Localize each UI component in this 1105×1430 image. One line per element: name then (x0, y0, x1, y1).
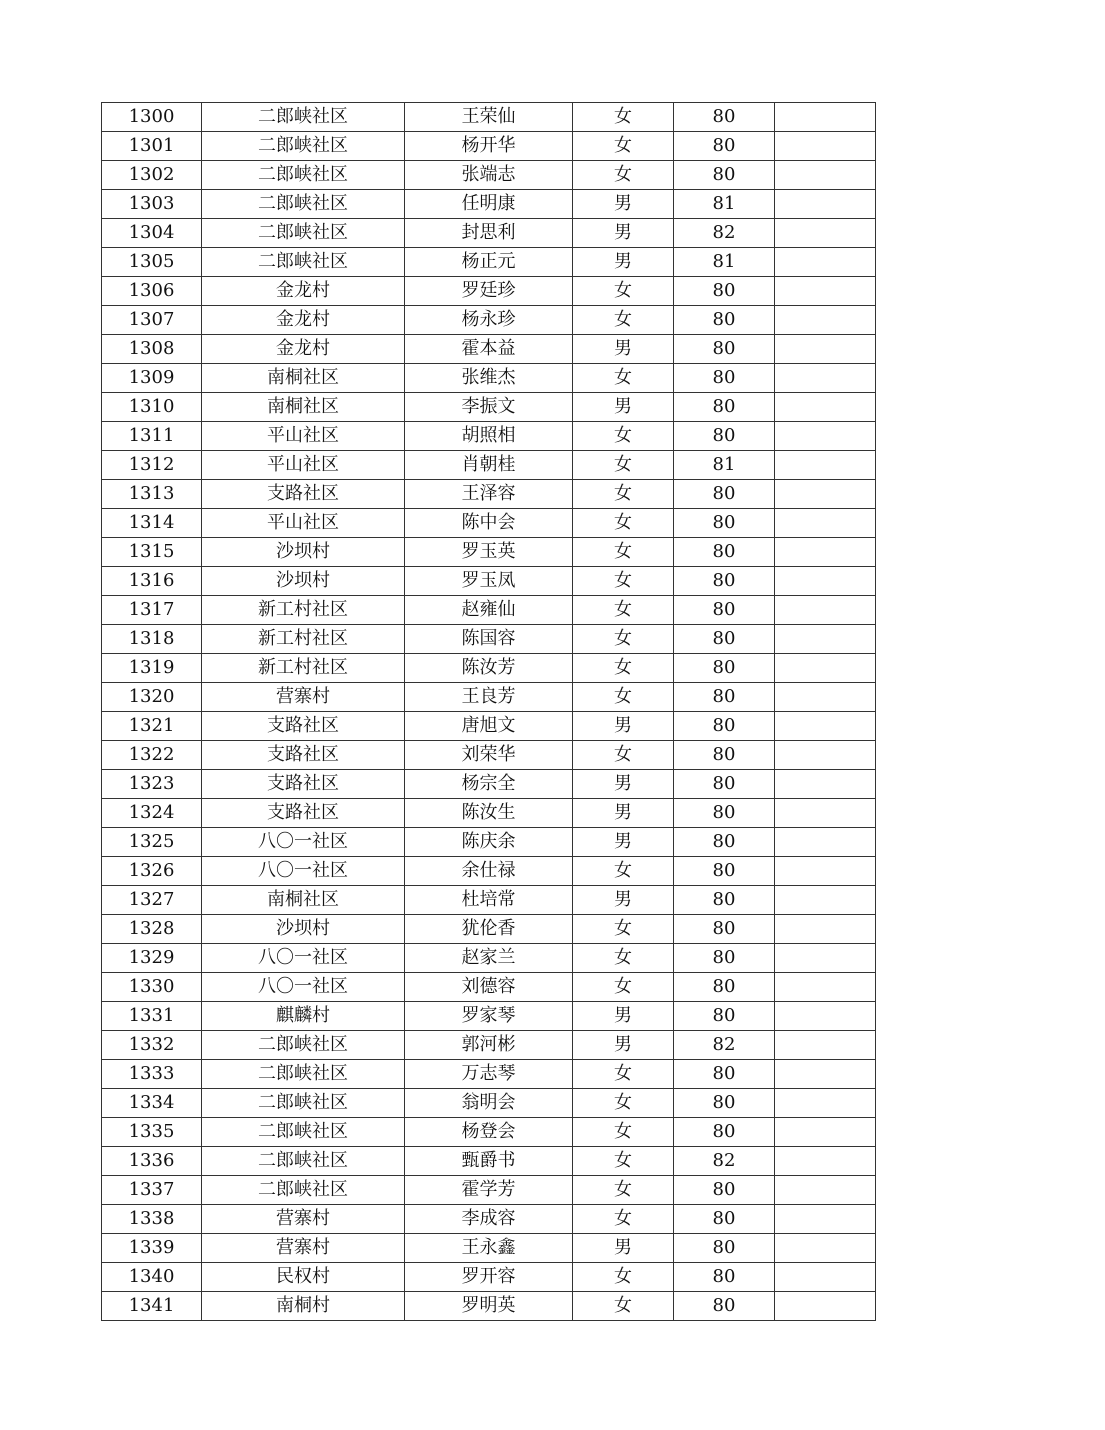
name-cell: 李成容 (405, 1205, 573, 1234)
remark-cell (775, 103, 876, 132)
table-row (102, 567, 876, 596)
gender-cell: 男 (573, 248, 674, 277)
serial-number-cell: 1310 (102, 393, 202, 422)
serial-number-cell: 1340 (102, 1263, 202, 1292)
age-cell: 80 (674, 1002, 775, 1031)
gender-cell: 女 (573, 1118, 674, 1147)
community-cell: 新工村社区 (202, 596, 405, 625)
community-cell: 二郎峡社区 (202, 1147, 405, 1176)
name-cell: 陈国容 (405, 625, 573, 654)
community-cell: 南桐社区 (202, 393, 405, 422)
name-cell: 罗开容 (405, 1263, 573, 1292)
table-row (102, 828, 876, 857)
community-cell: 支路社区 (202, 712, 405, 741)
age-cell: 80 (674, 625, 775, 654)
gender-cell: 女 (573, 451, 674, 480)
gender-cell: 女 (573, 103, 674, 132)
gender-cell: 女 (573, 1176, 674, 1205)
remark-cell (775, 480, 876, 509)
table-row (102, 886, 876, 915)
serial-number-cell: 1313 (102, 480, 202, 509)
age-cell: 80 (674, 393, 775, 422)
age-cell: 80 (674, 480, 775, 509)
gender-cell: 女 (573, 422, 674, 451)
age-cell: 80 (674, 364, 775, 393)
age-cell: 80 (674, 161, 775, 190)
table-row (102, 306, 876, 335)
gender-cell: 女 (573, 596, 674, 625)
name-cell: 张维杰 (405, 364, 573, 393)
remark-cell (775, 799, 876, 828)
name-cell: 陈汝生 (405, 799, 573, 828)
serial-number-cell: 1316 (102, 567, 202, 596)
name-cell: 刘德容 (405, 973, 573, 1002)
serial-number-cell: 1324 (102, 799, 202, 828)
table-row (102, 799, 876, 828)
roster-table-body (102, 103, 876, 1321)
community-cell: 八〇一社区 (202, 828, 405, 857)
age-cell: 80 (674, 683, 775, 712)
serial-number-cell: 1328 (102, 915, 202, 944)
gender-cell: 男 (573, 712, 674, 741)
remark-cell (775, 712, 876, 741)
remark-cell (775, 248, 876, 277)
table-row (102, 509, 876, 538)
gender-cell: 男 (573, 1234, 674, 1263)
community-cell: 沙坝村 (202, 915, 405, 944)
table-row (102, 132, 876, 161)
serial-number-cell: 1305 (102, 248, 202, 277)
community-cell: 八〇一社区 (202, 973, 405, 1002)
gender-cell: 女 (573, 161, 674, 190)
remark-cell (775, 132, 876, 161)
table-row (102, 1205, 876, 1234)
age-cell: 80 (674, 886, 775, 915)
age-cell: 81 (674, 451, 775, 480)
age-cell: 80 (674, 1089, 775, 1118)
community-cell: 营寨村 (202, 1205, 405, 1234)
remark-cell (775, 1002, 876, 1031)
community-cell: 八〇一社区 (202, 857, 405, 886)
table-row (102, 393, 876, 422)
name-cell: 张端志 (405, 161, 573, 190)
gender-cell: 女 (573, 1205, 674, 1234)
age-cell: 80 (674, 1263, 775, 1292)
table-row (102, 654, 876, 683)
age-cell: 80 (674, 1176, 775, 1205)
community-cell: 麒麟村 (202, 1002, 405, 1031)
gender-cell: 女 (573, 1060, 674, 1089)
gender-cell: 女 (573, 306, 674, 335)
remark-cell (775, 915, 876, 944)
name-cell: 杜培常 (405, 886, 573, 915)
table-row (102, 915, 876, 944)
remark-cell (775, 741, 876, 770)
age-cell: 80 (674, 422, 775, 451)
name-cell: 罗家琴 (405, 1002, 573, 1031)
gender-cell: 女 (573, 538, 674, 567)
table-row (102, 1263, 876, 1292)
gender-cell: 女 (573, 625, 674, 654)
serial-number-cell: 1338 (102, 1205, 202, 1234)
remark-cell (775, 973, 876, 1002)
community-cell: 二郎峡社区 (202, 1089, 405, 1118)
age-cell: 81 (674, 190, 775, 219)
serial-number-cell: 1337 (102, 1176, 202, 1205)
community-cell: 南桐村 (202, 1292, 405, 1321)
remark-cell (775, 161, 876, 190)
age-cell: 80 (674, 596, 775, 625)
table-row (102, 1176, 876, 1205)
remark-cell (775, 509, 876, 538)
age-cell: 80 (674, 1234, 775, 1263)
table-row (102, 1292, 876, 1321)
name-cell: 罗玉凤 (405, 567, 573, 596)
serial-number-cell: 1336 (102, 1147, 202, 1176)
serial-number-cell: 1318 (102, 625, 202, 654)
age-cell: 82 (674, 219, 775, 248)
remark-cell (775, 1176, 876, 1205)
community-cell: 支路社区 (202, 770, 405, 799)
age-cell: 81 (674, 248, 775, 277)
remark-cell (775, 596, 876, 625)
community-cell: 沙坝村 (202, 538, 405, 567)
name-cell: 肖朝桂 (405, 451, 573, 480)
age-cell: 80 (674, 1118, 775, 1147)
gender-cell: 女 (573, 1147, 674, 1176)
gender-cell: 女 (573, 509, 674, 538)
name-cell: 罗廷珍 (405, 277, 573, 306)
remark-cell (775, 944, 876, 973)
serial-number-cell: 1333 (102, 1060, 202, 1089)
table-row (102, 1002, 876, 1031)
community-cell: 民权村 (202, 1263, 405, 1292)
remark-cell (775, 306, 876, 335)
gender-cell: 女 (573, 1089, 674, 1118)
age-cell: 80 (674, 1205, 775, 1234)
age-cell: 80 (674, 973, 775, 1002)
community-cell: 新工村社区 (202, 654, 405, 683)
gender-cell: 女 (573, 1292, 674, 1321)
name-cell: 翁明会 (405, 1089, 573, 1118)
remark-cell (775, 1234, 876, 1263)
remark-cell (775, 1263, 876, 1292)
remark-cell (775, 190, 876, 219)
table-row (102, 335, 876, 364)
name-cell: 霍本益 (405, 335, 573, 364)
gender-cell: 男 (573, 1031, 674, 1060)
name-cell: 霍学芳 (405, 1176, 573, 1205)
remark-cell (775, 219, 876, 248)
age-cell: 80 (674, 567, 775, 596)
age-cell: 80 (674, 509, 775, 538)
name-cell: 陈汝芳 (405, 654, 573, 683)
community-cell: 南桐社区 (202, 364, 405, 393)
serial-number-cell: 1322 (102, 741, 202, 770)
table-row (102, 480, 876, 509)
community-cell: 二郎峡社区 (202, 161, 405, 190)
age-cell: 80 (674, 103, 775, 132)
gender-cell: 男 (573, 393, 674, 422)
serial-number-cell: 1311 (102, 422, 202, 451)
community-cell: 二郎峡社区 (202, 248, 405, 277)
age-cell: 80 (674, 944, 775, 973)
age-cell: 80 (674, 915, 775, 944)
table-row (102, 683, 876, 712)
age-cell: 80 (674, 306, 775, 335)
gender-cell: 女 (573, 277, 674, 306)
age-cell: 80 (674, 857, 775, 886)
remark-cell (775, 451, 876, 480)
table-row (102, 1118, 876, 1147)
community-cell: 支路社区 (202, 480, 405, 509)
community-cell: 八〇一社区 (202, 944, 405, 973)
remark-cell (775, 1118, 876, 1147)
community-cell: 平山社区 (202, 509, 405, 538)
age-cell: 80 (674, 1060, 775, 1089)
gender-cell: 女 (573, 915, 674, 944)
community-cell: 金龙村 (202, 277, 405, 306)
gender-cell: 男 (573, 828, 674, 857)
name-cell: 刘荣华 (405, 741, 573, 770)
table-row (102, 973, 876, 1002)
name-cell: 李振文 (405, 393, 573, 422)
gender-cell: 男 (573, 219, 674, 248)
remark-cell (775, 335, 876, 364)
remark-cell (775, 422, 876, 451)
community-cell: 南桐社区 (202, 886, 405, 915)
gender-cell: 女 (573, 480, 674, 509)
table-row (102, 857, 876, 886)
serial-number-cell: 1330 (102, 973, 202, 1002)
serial-number-cell: 1320 (102, 683, 202, 712)
table-row (102, 596, 876, 625)
remark-cell (775, 886, 876, 915)
serial-number-cell: 1306 (102, 277, 202, 306)
serial-number-cell: 1319 (102, 654, 202, 683)
table-row (102, 248, 876, 277)
table-row (102, 451, 876, 480)
gender-cell: 女 (573, 132, 674, 161)
name-cell: 陈庆余 (405, 828, 573, 857)
community-cell: 二郎峡社区 (202, 103, 405, 132)
serial-number-cell: 1326 (102, 857, 202, 886)
roster-table (101, 102, 876, 1321)
name-cell: 任明康 (405, 190, 573, 219)
age-cell: 82 (674, 1031, 775, 1060)
community-cell: 二郎峡社区 (202, 1031, 405, 1060)
serial-number-cell: 1339 (102, 1234, 202, 1263)
gender-cell: 女 (573, 944, 674, 973)
age-cell: 80 (674, 277, 775, 306)
name-cell: 余仕禄 (405, 857, 573, 886)
community-cell: 平山社区 (202, 422, 405, 451)
community-cell: 二郎峡社区 (202, 190, 405, 219)
table-row (102, 1060, 876, 1089)
name-cell: 杨正元 (405, 248, 573, 277)
community-cell: 平山社区 (202, 451, 405, 480)
gender-cell: 女 (573, 364, 674, 393)
gender-cell: 女 (573, 857, 674, 886)
remark-cell (775, 828, 876, 857)
name-cell: 唐旭文 (405, 712, 573, 741)
gender-cell: 女 (573, 683, 674, 712)
serial-number-cell: 1315 (102, 538, 202, 567)
remark-cell (775, 1060, 876, 1089)
name-cell: 杨永珍 (405, 306, 573, 335)
age-cell: 80 (674, 654, 775, 683)
serial-number-cell: 1327 (102, 886, 202, 915)
remark-cell (775, 1292, 876, 1321)
community-cell: 沙坝村 (202, 567, 405, 596)
age-cell: 80 (674, 712, 775, 741)
gender-cell: 女 (573, 973, 674, 1002)
serial-number-cell: 1300 (102, 103, 202, 132)
community-cell: 营寨村 (202, 683, 405, 712)
community-cell: 新工村社区 (202, 625, 405, 654)
table-row (102, 103, 876, 132)
community-cell: 二郎峡社区 (202, 1060, 405, 1089)
gender-cell: 男 (573, 335, 674, 364)
serial-number-cell: 1317 (102, 596, 202, 625)
name-cell: 杨开华 (405, 132, 573, 161)
name-cell: 王泽容 (405, 480, 573, 509)
serial-number-cell: 1335 (102, 1118, 202, 1147)
gender-cell: 男 (573, 1002, 674, 1031)
serial-number-cell: 1302 (102, 161, 202, 190)
name-cell: 封思利 (405, 219, 573, 248)
serial-number-cell: 1308 (102, 335, 202, 364)
serial-number-cell: 1314 (102, 509, 202, 538)
age-cell: 80 (674, 799, 775, 828)
community-cell: 二郎峡社区 (202, 1118, 405, 1147)
remark-cell (775, 1031, 876, 1060)
table-row (102, 538, 876, 567)
serial-number-cell: 1303 (102, 190, 202, 219)
table-row (102, 944, 876, 973)
remark-cell (775, 277, 876, 306)
name-cell: 陈中会 (405, 509, 573, 538)
remark-cell (775, 654, 876, 683)
gender-cell: 男 (573, 886, 674, 915)
remark-cell (775, 567, 876, 596)
table-row (102, 1234, 876, 1263)
serial-number-cell: 1334 (102, 1089, 202, 1118)
table-row (102, 1147, 876, 1176)
name-cell: 王荣仙 (405, 103, 573, 132)
name-cell: 杨登会 (405, 1118, 573, 1147)
name-cell: 犹伦香 (405, 915, 573, 944)
serial-number-cell: 1301 (102, 132, 202, 161)
community-cell: 营寨村 (202, 1234, 405, 1263)
community-cell: 支路社区 (202, 741, 405, 770)
age-cell: 80 (674, 828, 775, 857)
remark-cell (775, 1147, 876, 1176)
community-cell: 金龙村 (202, 335, 405, 364)
table-row (102, 712, 876, 741)
name-cell: 郭河彬 (405, 1031, 573, 1060)
serial-number-cell: 1331 (102, 1002, 202, 1031)
table-row (102, 190, 876, 219)
name-cell: 杨宗全 (405, 770, 573, 799)
remark-cell (775, 393, 876, 422)
age-cell: 80 (674, 1292, 775, 1321)
name-cell: 万志琴 (405, 1060, 573, 1089)
name-cell: 罗玉英 (405, 538, 573, 567)
age-cell: 80 (674, 538, 775, 567)
remark-cell (775, 857, 876, 886)
age-cell: 80 (674, 132, 775, 161)
serial-number-cell: 1341 (102, 1292, 202, 1321)
table-row (102, 422, 876, 451)
gender-cell: 女 (573, 654, 674, 683)
remark-cell (775, 625, 876, 654)
serial-number-cell: 1329 (102, 944, 202, 973)
serial-number-cell: 1307 (102, 306, 202, 335)
table-row (102, 219, 876, 248)
community-cell: 二郎峡社区 (202, 219, 405, 248)
age-cell: 80 (674, 335, 775, 364)
age-cell: 80 (674, 770, 775, 799)
gender-cell: 男 (573, 799, 674, 828)
gender-cell: 女 (573, 741, 674, 770)
name-cell: 王永鑫 (405, 1234, 573, 1263)
serial-number-cell: 1321 (102, 712, 202, 741)
table-row (102, 161, 876, 190)
remark-cell (775, 1089, 876, 1118)
gender-cell: 女 (573, 567, 674, 596)
remark-cell (775, 770, 876, 799)
gender-cell: 男 (573, 770, 674, 799)
serial-number-cell: 1332 (102, 1031, 202, 1060)
name-cell: 赵雍仙 (405, 596, 573, 625)
age-cell: 80 (674, 741, 775, 770)
table-row (102, 364, 876, 393)
table-row (102, 277, 876, 306)
remark-cell (775, 364, 876, 393)
community-cell: 二郎峡社区 (202, 132, 405, 161)
name-cell: 胡照相 (405, 422, 573, 451)
table-row (102, 625, 876, 654)
name-cell: 甄爵书 (405, 1147, 573, 1176)
gender-cell: 男 (573, 190, 674, 219)
age-cell: 82 (674, 1147, 775, 1176)
remark-cell (775, 683, 876, 712)
serial-number-cell: 1309 (102, 364, 202, 393)
remark-cell (775, 538, 876, 567)
remark-cell (775, 1205, 876, 1234)
community-cell: 二郎峡社区 (202, 1176, 405, 1205)
serial-number-cell: 1312 (102, 451, 202, 480)
serial-number-cell: 1325 (102, 828, 202, 857)
table-row (102, 770, 876, 799)
table-row (102, 1031, 876, 1060)
serial-number-cell: 1323 (102, 770, 202, 799)
name-cell: 赵家兰 (405, 944, 573, 973)
community-cell: 金龙村 (202, 306, 405, 335)
serial-number-cell: 1304 (102, 219, 202, 248)
name-cell: 罗明英 (405, 1292, 573, 1321)
name-cell: 王良芳 (405, 683, 573, 712)
community-cell: 支路社区 (202, 799, 405, 828)
gender-cell: 女 (573, 1263, 674, 1292)
table-row (102, 741, 876, 770)
table-row (102, 1089, 876, 1118)
